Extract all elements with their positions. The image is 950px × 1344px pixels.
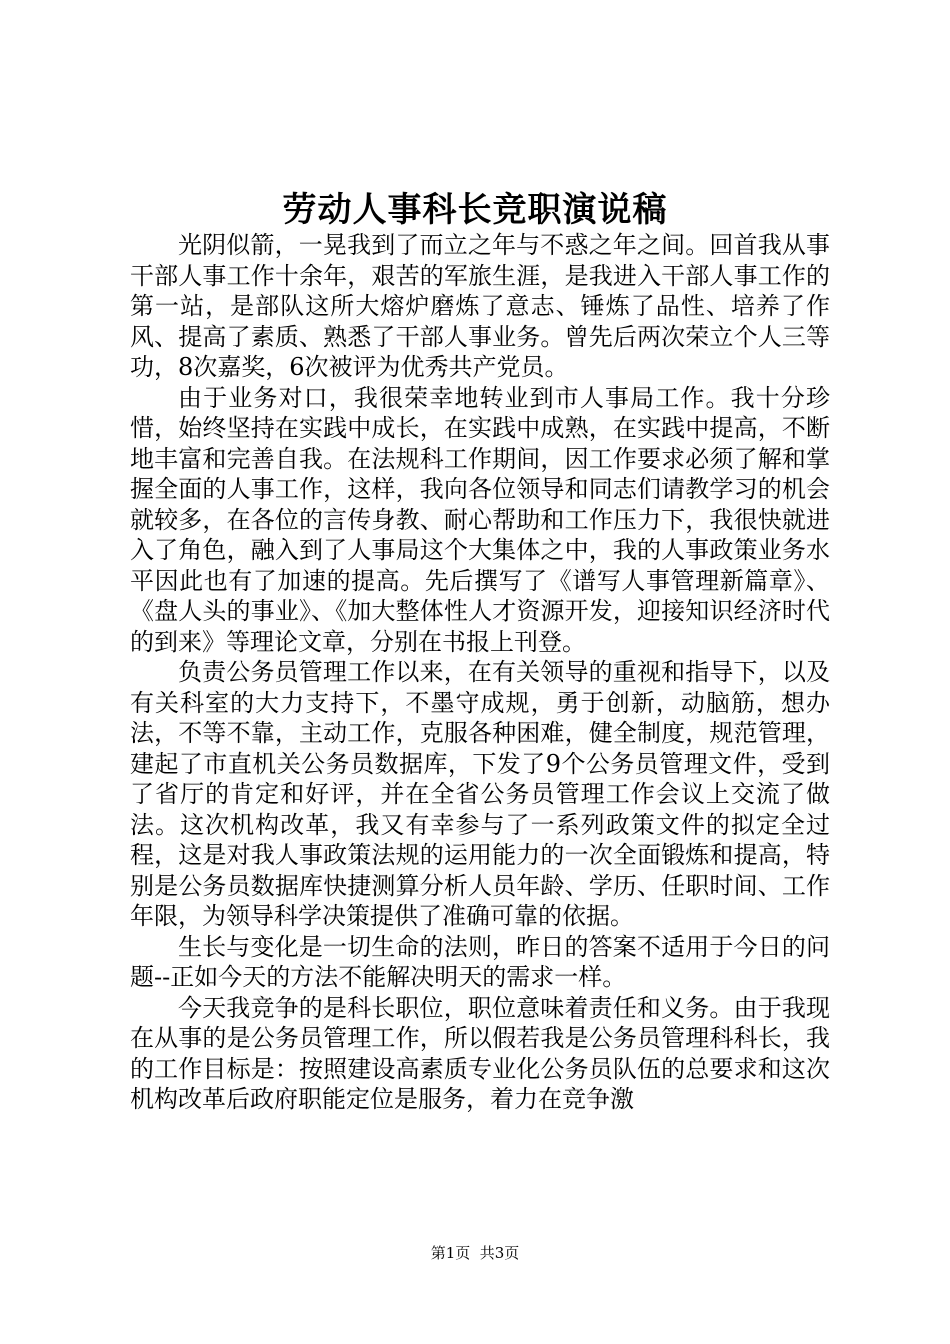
document-title: 劳动人事科长竞职演说稿 (282, 190, 668, 230)
page-number: 第1页 共3页 (430, 1244, 520, 1262)
paragraph: 负责公务员管理工作以来，在有关领导的重视和指导下，以及有关科室的大力支持下，不墨守成规，勇于创新，动脑筋，想办法，不等不靠，主动工作，克服各种困难，健全制度，规范管理，建起了市直机关公务员数据库，下发了9个公务员管理文件，受到了省厅的肯定和好评，并在全省公务员管理工作会议上交流了做法。这次机构改革，我又有幸参与了一系列政策文件的拟定全过程，这是对我人事政策法规的运用能力的一次全面锻炼和提高，特别是公务员数据库快捷测算分析人员年龄、学历、任职时间、工作年限，为领导科学决策提供了准确可靠的依据。 (130, 658, 830, 930)
page-footer (0, 1243, 950, 1263)
paragraph: 光阴似箭，一晃我到了而立之年与不惑之年之间。回首我从事干部人事工作十余年，艰苦的军旅生涯，是我进入干部人事工作的第一站，是部队这所大熔炉磨炼了意志、锤炼了品性、培养了作风、提高了素质、熟悉了干部人事业务。曾先后两次荣立个人三等功，8次嘉奖，6次被评为优秀共产党员。 (130, 231, 830, 381)
paragraph: 今天我竞争的是科长职位，职位意味着责任和义务。由于我现在从事的是公务员管理工作，所以假若我是公务员管理科科长，我的工作目标是：按照建设高素质专业化公务员队伍的总要求和这次机构改革后政府职能定位是服务，着力在竞争激 (130, 993, 830, 1113)
paragraph: 由于业务对口，我很荣幸地转业到市人事局工作。我十分珍惜，始终坚持在实践中成长，在实践中成熟，在实践中提高，不断地丰富和完善自我。在法规科工作期间，因工作要求必须了解和掌握全面的人事工作，这样，我向各位领导和同志们请教学习的机会就较多，在各位的言传身教、耐心帮助和工作压力下，我很快就进入了角色，融入到了人事局这个大集体之中，我的人事政策业务水平因此也有了加速的提高。先后撰写了《谱写人事管理新篇章》、《盘人头的事业》、《加大整体性人才资源开发，迎接知识经济时代的到来》等理论文章，分别在书报上刊登。 (130, 383, 830, 656)
document-body (130, 230, 830, 1115)
paragraph: 生长与变化是一切生命的法则，昨日的答案不适用于今日的问题--正如今天的方法不能解决明天的需求一样。 (130, 932, 830, 991)
